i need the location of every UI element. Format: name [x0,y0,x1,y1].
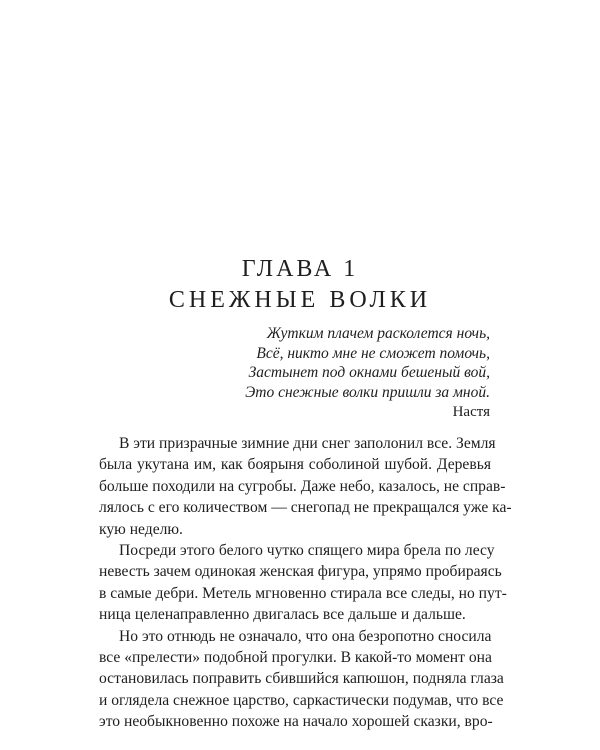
text-line: остановилась поправить сбившийся капюшон, подняла глаза [99,670,504,688]
text-line: В эти призрачные зимние дни снег заполонил все. Земля [119,435,496,452]
text-line: лялось с его количеством — снегопад не прекращался уже ка- [99,499,512,517]
epigraph-line: Это снежные волки пришли за мной. [245,383,490,401]
text-line: ница целенаправленно двигалась все дальше и дальше. [99,606,466,624]
body-text [99,433,512,733]
epigraph-line: Всё, никто мне не сможет помочь, [256,344,490,362]
chapter-title: СНЕЖНЫЕ ВОЛКИ [168,287,432,313]
text-line: это необыкновенно похоже на начало хорошей сказки, вро- [99,713,493,731]
paragraph [99,433,512,540]
text-line: и оглядела снежное царство, саркастически подумав, что все [99,691,504,709]
text-line: невесть зачем одинокая женская фигура, упрямо пробираясь [99,563,502,581]
text-line: в самые дебри. Метель мгновенно стирала все следы, но пут- [99,584,507,602]
text-line: кую неделю. [99,520,183,538]
epigraph [190,324,490,402]
paragraph [99,626,504,733]
text-line: все «прелести» подобной прогулки. В какой-то момент она [99,649,492,667]
text-line: Посреди этого белого чутко спящего мира брела по лесу [119,542,495,560]
epigraph-line: Застынет под окнами бешеный вой, [248,364,490,382]
text-line: была укутана им, как боярыня соболиной шубой. Деревья [99,456,491,474]
text-line: больше походили на сугробы. Даже небо, казалось, не справ- [99,477,506,495]
text-line: Но это отнюдь не означало, что она безропотно сносила [119,627,492,645]
epigraph-author: Настя [452,404,490,420]
epigraph-line: Жутким плачем расколется ночь, [266,325,490,342]
chapter-number: ГЛАВА 1 [241,256,359,282]
paragraph [99,540,507,626]
